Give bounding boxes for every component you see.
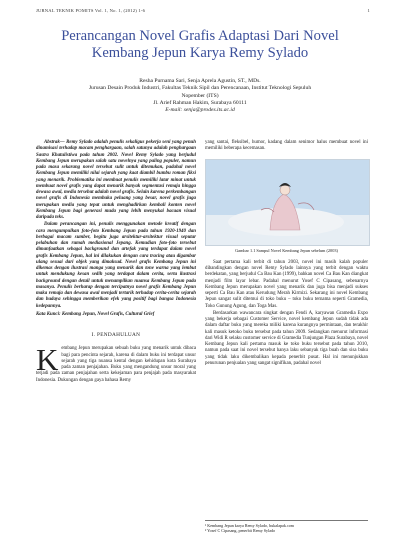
author-email: E-mail: senja@prodes.its.ac.id bbox=[165, 107, 235, 114]
body-paragraph-2: Berdasarkan wawancara singkat dengan Fendi A, karyawan Gramedia Expo yang bekerja sebagai Customer Service, novel kembang Jepun sudah tidak ada dalam daftar buku yang mereka miliki karena kurangnya permintaan, dan terakhir kali masuk ketoko buku tersebut pada tahun 2009. Sedangkan menurut informasi dari Widi R selaku customer service di Gramedia Tunjungan Plaza Surabaya, novel Kembang Jepun kali pertama masuk ke toko buku tersebut pada tahun 2010, namun pada saat ini novel tersebut hanya laku sebanyak tiga buah dan sisa buku yang tidak laku dikembalikan kepada penerbit pusat. Hal ini menunjukkan penurunan penjualan yang sangat signifikan, padahal novel bbox=[205, 310, 368, 366]
abstract-paragraph-2: Dalam perancangan ini, penulis menggunakan metode kreatif dengan cara mengumpulkan foto-foto Kembang Jepun pada tahun 1920-1940 dan berbagai macam sumber, begitu juga arsitektur-arsitektur visual seputar pelabuhan dan rumah mediasional Jepang. Kemudian foto-foto tersebut dimanfaatkan sebagai background dan artefak yang terdapat dalam novel grafis Kembang Jepun, hal ini dilakukan dengan cara tracing atau digambar ulang sesuai dari objek yang dimaksud. Novel grafis Kembang Jepun ini dikemas dengan ilustrasi manga yang menarik dan tone warna yang lembut untuk mendukung kesan sedih yang terdapat dalam cerita, serta ilustrasi background dengan detail untuk menampilkan nuansa Kembang Jepun pada masanya. Penulis berharap dengan tercipatnya novel grafis Kembang Jepun maka remaja dan dewasa awal menjadi tertarik terhadap cerita-cerita sejarah dan budaya sehingga memberikan efek yang positif bagi bangsa Indonesia kedepannya. bbox=[36, 222, 196, 309]
paper-title bbox=[0, 28, 400, 62]
title-line-2: Kembang Jepun Karya Remy Sylado bbox=[91, 45, 309, 61]
figure-caption: Gambar 1.1 Sampul Novel Kembang Jepun sebelum (2003) bbox=[235, 247, 338, 253]
left-column bbox=[36, 140, 196, 384]
keywords: Kata Kunci: Kembang Jepun, Novel Grafis, Cultural Grief bbox=[36, 311, 155, 317]
section-heading-introduction: I. PENDAHULUAN bbox=[91, 332, 141, 338]
body-paragraph-1: Saat pertama kali terbit di tahun 2003, novel ini masih kalah populer dibandingkan dengan novel Remy Sylado lainnya yang terbit dengan waktu berdekatan, yang berjudul Ca Bau Kan (1999), bahkan novel Ca Bau Kan diangkat menjadi film layar lebar. Padahal menurut Yosef C Cipasang, sebenarnya Kembang Jepun merupakan novel yang menarik dan juga bisa menjadi sukses seperti Ca Bau Kan atau Kerudung Merah Kirmizi. Sekarang ini novel Kembang Jepun sangat sulit ditemui di toko buku – toko buku ternama seperti Gramedia, Toko Gunung Agung, dan Toga Mas. bbox=[205, 259, 368, 309]
abstract-label: Abstrak bbox=[44, 140, 60, 145]
drop-cap: K bbox=[36, 342, 59, 378]
author-names: Resha Purnama Sari, Senja Aprela Agustin, ST., MDs. bbox=[139, 78, 261, 84]
author-block bbox=[0, 78, 400, 114]
footnote-1: ¹ Kembang Jepun karya Remy Sylado, bukalapak.com bbox=[205, 523, 294, 528]
introduction-paragraph bbox=[36, 342, 196, 384]
book-cover-illustration bbox=[206, 160, 369, 245]
footnotes bbox=[205, 520, 368, 533]
journal-name: JURNAL TEKNIK POMITS Vol. 1, No. 1, (2012) 1-6 bbox=[36, 8, 146, 13]
title-line-1: Perancangan Novel Grafis Adaptasi Dari Novel bbox=[61, 28, 339, 44]
body-paragraph-top: yang santai, fleksibel, humor, kadang dalam senimor halus membuat novel ini memiliki beberapa kecemasan. bbox=[205, 140, 368, 152]
affiliation-line-1: Jurusan Desain Produk Industri, Fakultas Teknik Sipil dan Perencanaan, Institut Teknologi Sepuluh bbox=[88, 85, 312, 92]
book-cover-figure bbox=[205, 159, 370, 246]
footnote-2: ² Yosef C Cipasang, penerbit Remy Sylado bbox=[205, 528, 276, 533]
abstract bbox=[36, 140, 196, 221]
right-column bbox=[205, 140, 368, 368]
affiliation-line-2: Nopember (ITS) bbox=[181, 92, 219, 99]
affiliation-address: Jl. Arief Rahman Hakim, Surabaya 60111 bbox=[153, 99, 247, 106]
introduction-text: embang Jepun merupakan sebuah buku yang menarik untuk dibaca bagi para pencinta sejarah, karena di dalam buku ini terdapat unsur sejarah yang tiga nuansa kental dengan kehidupan kota Surabaya pada zaman penjajahan. Buku yang mengandung unsur moral yang terjadi pada zaman penjajahan serta kekejaman para penjajah pada masyarakat Indonesia. Dukungan dengan gaya bahasa Remy bbox=[36, 346, 196, 383]
page-number: 1 bbox=[367, 8, 370, 13]
running-head bbox=[36, 8, 370, 13]
abstract-text: — Remy Sylado adalah penulis sekaligus pekerja seni yang penuh dinamisasi terhadap macam penghargaan, salah satunya adalah penghargaan Sastra Khatulistiwa pada tahun 2002. Novel Remy Sylado yang berjudul Kembang Jepun merupakan salah satu novelnya yang paling populer, namun pada masa sekarang novel tersebut sulit untuk ditemukan, padahal novel Kembang Jepun memiliki nilai sejarah yang kaat diambil bumbu roman fiksi yang menarik. Problematika ini membuat penulis memiliki latar minat untuk membuat novel grafis yang dapat menarik banyak segmentasi remaja hingga dewasa awal, media tersebut adalah novel grafis. Selain karena perkembangan novel grafis di Indonesia membuka peluang yang besar, novel grafis juga merupakan media yang tepat untuk menghadirkan kembali konten novel Kembang Jepun bagi generasi muda yang lebih menyukai bacaan visual daripada teks. bbox=[36, 140, 196, 220]
